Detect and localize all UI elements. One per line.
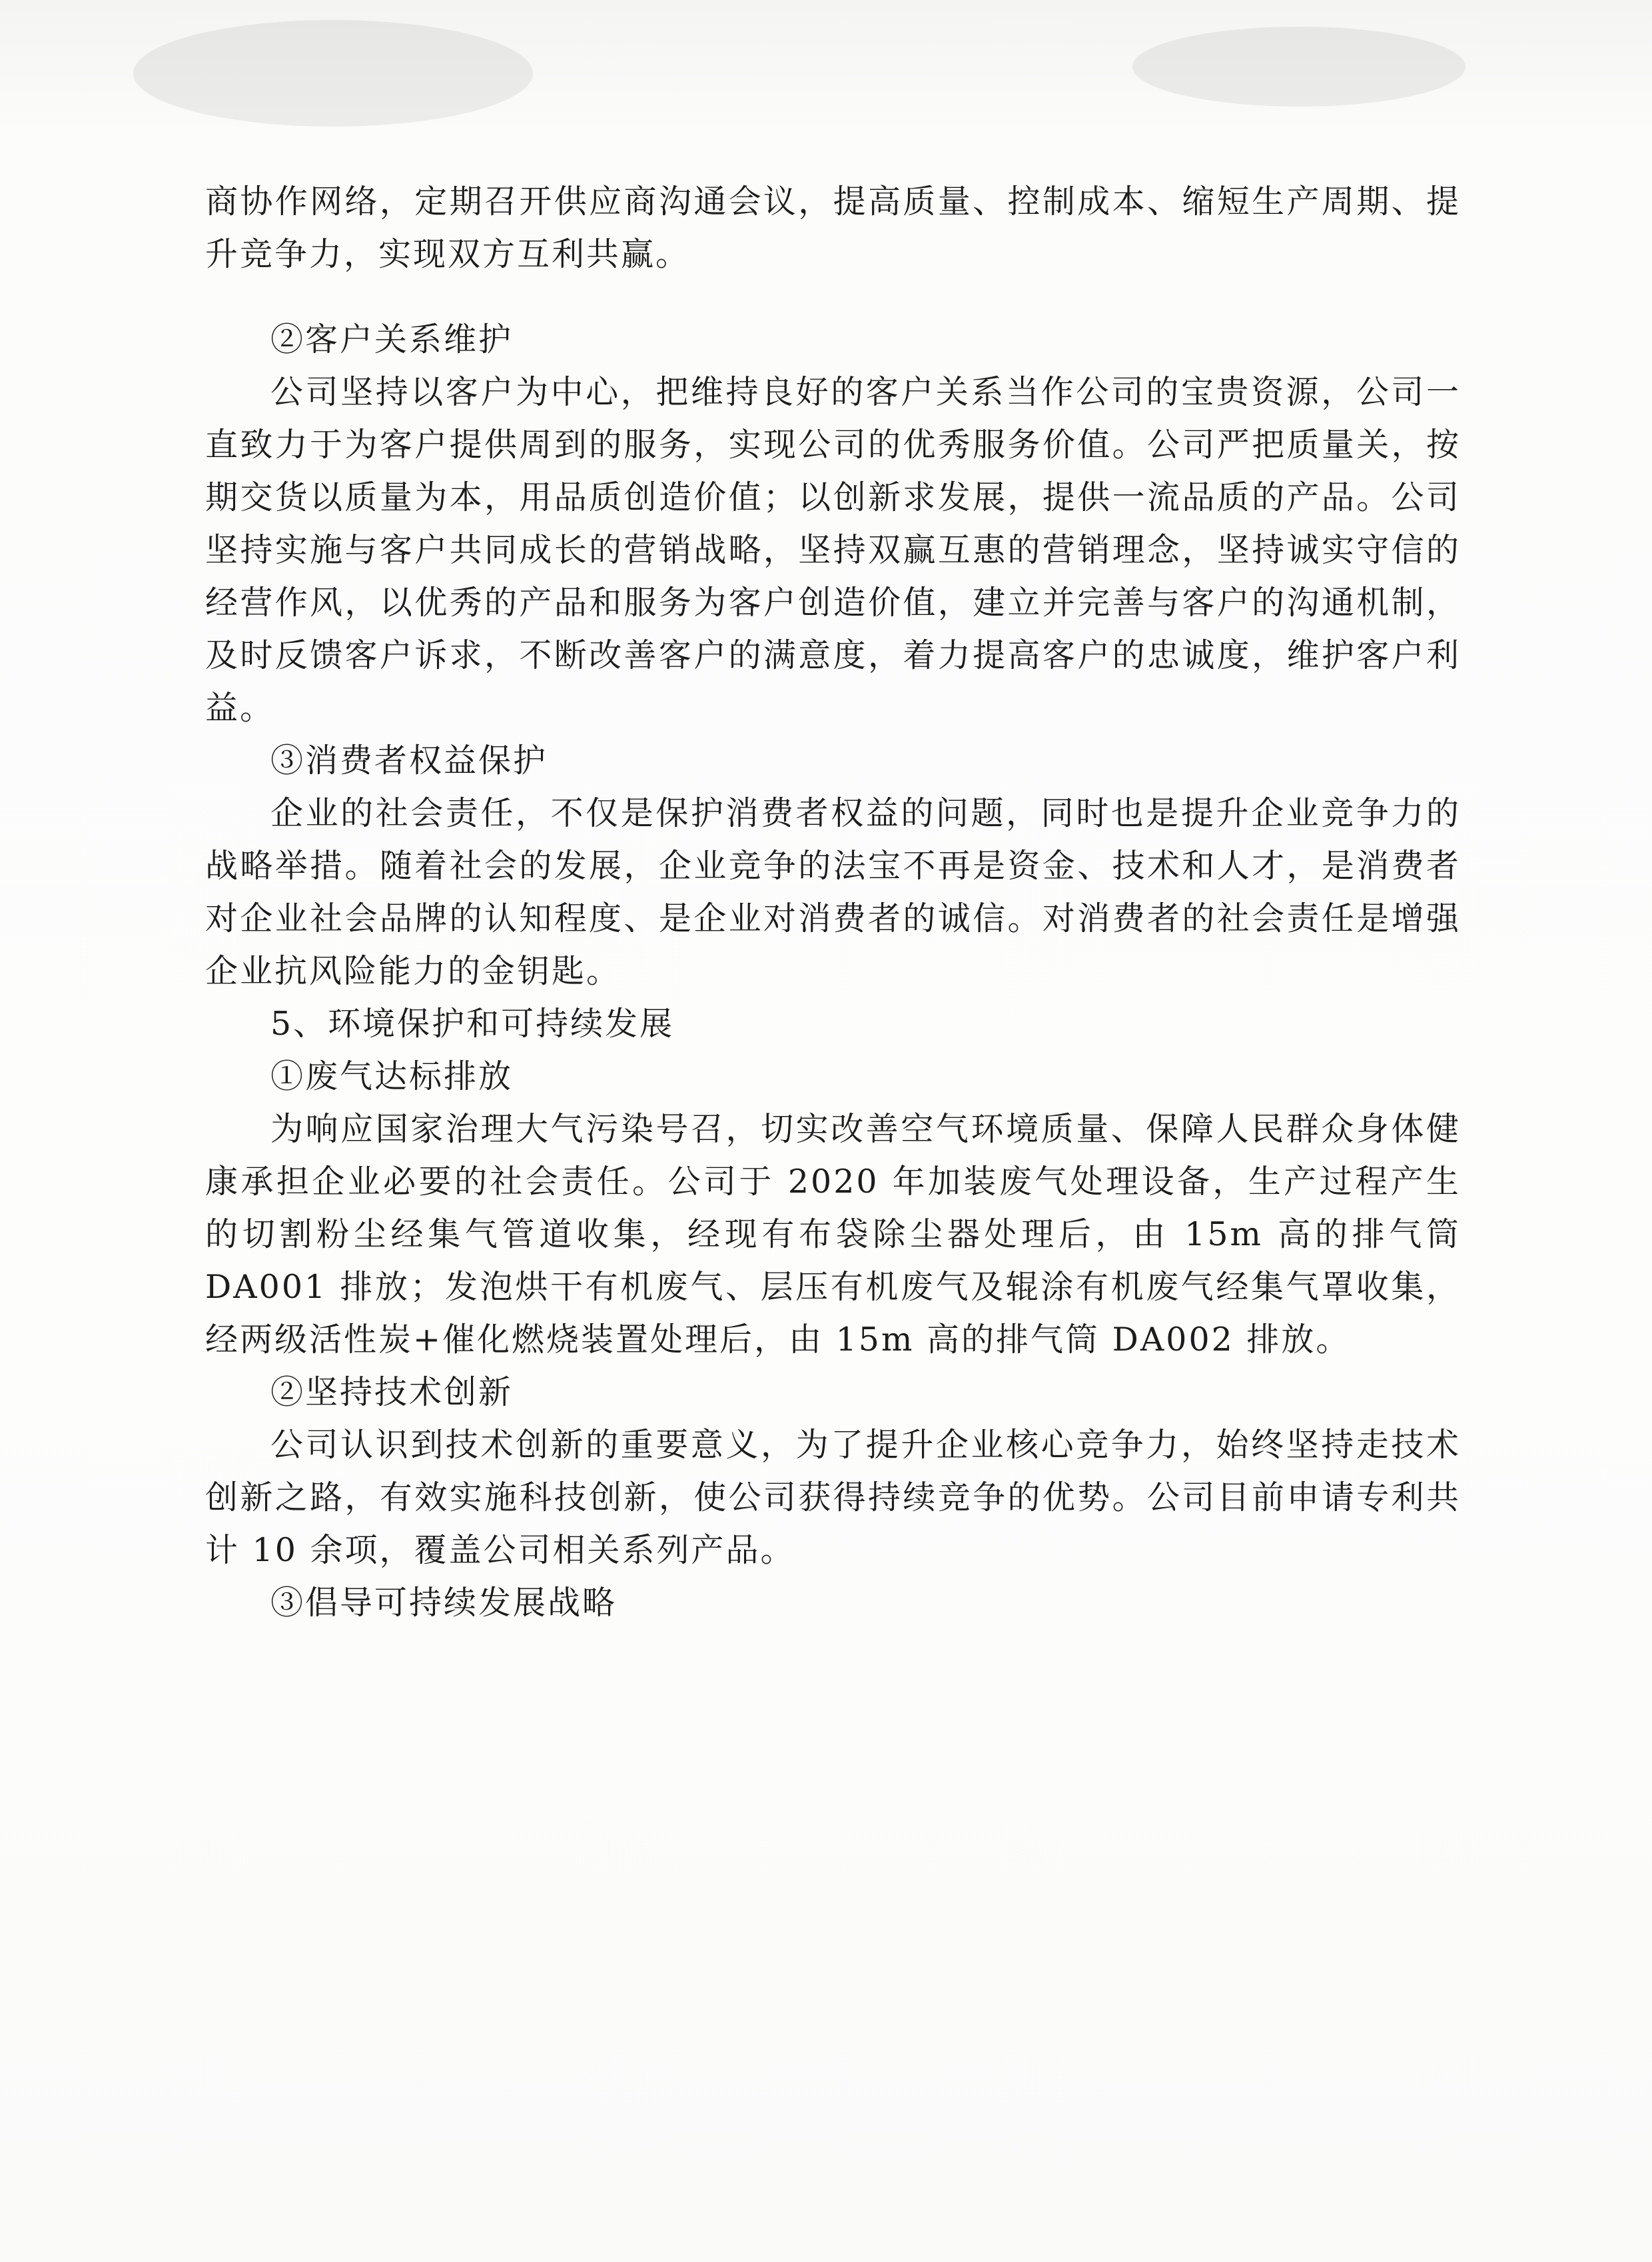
document-body [205,143,1461,1629]
paragraph-tech-innovation: 公司认识到技术创新的重要意义，为了提升企业核心竞争力，始终坚持走技术创新之路，有效实施科技创新，使公司获得持续竞争的优势。公司目前申请专利共计 10 余项，覆盖公司相关系列产品。 [205,1426,1461,1569]
paragraph-consumer-rights: 企业的社会责任，不仅是保护消费者权益的问题，同时也是提升企业竞争力的战略举措。随着社会的发展，企业竞争的法宝不再是资金、技术和人才，是消费者对企业社会品牌的认知程度、是企业对消费者的诚信。对消费者的社会责任是增强企业抗风险能力的金钥匙。 [205,794,1461,990]
continuation-paragraph: 商协作网络，定期召开供应商沟通会议，提高质量、控制成本、缩短生产周期、提升竞争力，实现双方互利共赢。 [205,183,1461,273]
section-heading-environment: 5、环境保护和可持续发展 [270,1005,675,1043]
subheading-sustainable-development: ③倡导可持续发展战略 [270,1584,618,1622]
paragraph-emissions: 为响应国家治理大气污染号召，切实改善空气环境质量、保障人民群众身体健康承担企业必要的社会责任。公司于 2020 年加装废气处理设备，生产过程产生的切割粉尘经集气管道收集，经现有布袋除尘器处理后，由 15m 高的排气筒 DA001 排放；发泡烘干有机废气、层压有机废气及辊涂有机废气经集气罩收集，经两级活性炭+催化燃烧装置处理后，由 15m 高的排气筒 DA002 排放。 [205,1110,1461,1359]
subheading-customer-relations: ②客户关系维护 [270,320,514,358]
subheading-consumer-rights: ③消费者权益保护 [270,742,548,780]
subheading-emissions: ①废气达标排放 [270,1057,514,1095]
scan-smudge [133,20,533,127]
subheading-tech-innovation: ②坚持技术创新 [270,1373,514,1411]
paragraph-customer-relations: 公司坚持以客户为中心，把维持良好的客户关系当作公司的宝贵资源，公司一直致力于为客户提供周到的服务，实现公司的优秀服务价值。公司严把质量关，按期交货以质量为本，用品质创造价值；以创新求发展，提供一流品质的产品。公司坚持实施与客户共同成长的营销战略，坚持双赢互惠的营销理念，坚持诚实守信的经营作风，以优秀的产品和服务为客户创造价值，建立并完善与客户的沟通机制，及时反馈客户诉求，不断改善客户的满意度，着力提高客户的忠诚度，维护客户利益。 [205,373,1461,727]
scan-smudge [1132,27,1465,107]
